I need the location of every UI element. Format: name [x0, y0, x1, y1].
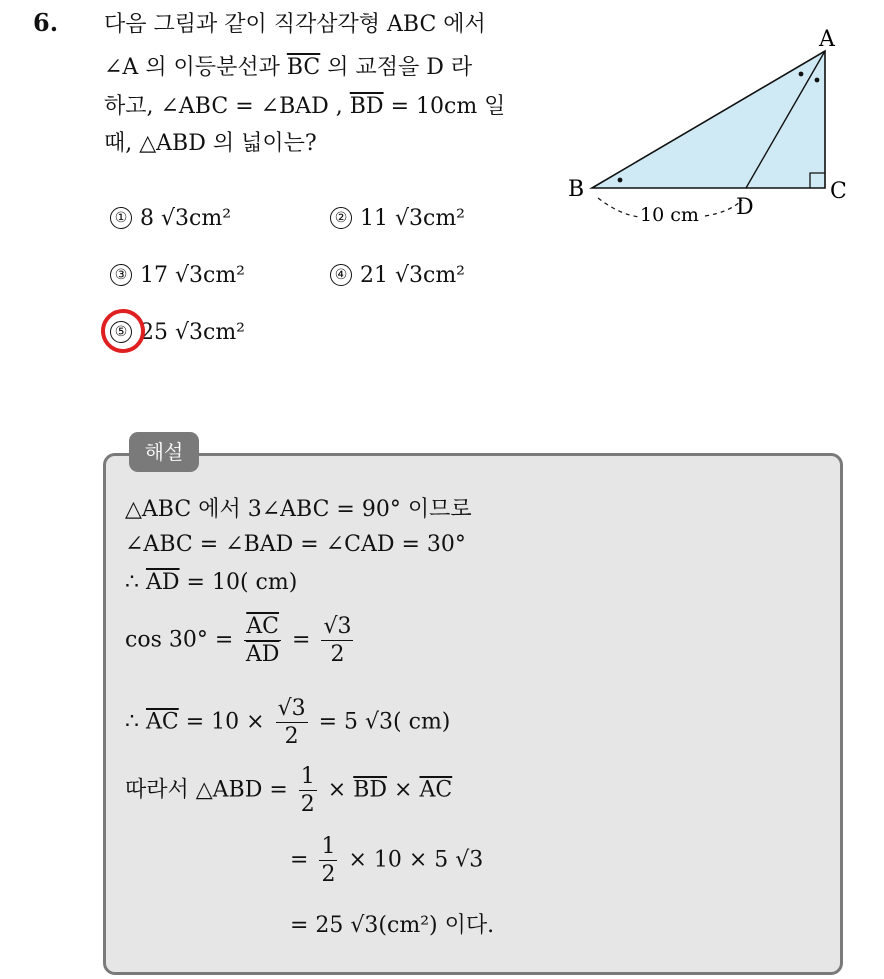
fraction-denominator: 2 [284, 724, 299, 749]
fraction-ac-ad [244, 614, 281, 667]
answer-circle-mark [98, 306, 148, 356]
label-a: A [819, 27, 835, 52]
solution-text: = 5 √3( cm) [318, 709, 451, 735]
fraction-one-half [319, 834, 337, 887]
question-line-3 [104, 96, 505, 118]
segment-ac: $\overline{AC}$ [419, 777, 453, 803]
triangle-figure [560, 20, 860, 230]
solution-tag: 해설 [129, 432, 199, 472]
equals-sign: = [292, 627, 311, 653]
segment-ad: $\overline{AD}$ [146, 570, 180, 595]
segment-bd: $\overline{BD}$ [353, 777, 388, 803]
choice-number: ④ [330, 264, 352, 286]
solution-text: = 10( cm) [186, 570, 298, 595]
label-d: D [736, 195, 754, 220]
question-line-1: 다음 그림과 같이 직각삼각형 ABC 에서 [104, 12, 486, 37]
label-c: C [830, 179, 847, 204]
choice-number: ① [110, 207, 132, 229]
choice-3[interactable] [110, 263, 245, 288]
choice-4[interactable] [330, 263, 465, 288]
times-sign: × [327, 777, 347, 803]
fraction-one-half [299, 764, 317, 817]
angle-dot-a1 [799, 72, 804, 77]
therefore-symbol: ∴ [125, 709, 139, 735]
question-text: ∠A 의 이등분선과 [104, 55, 280, 80]
equals-sign: = [290, 847, 309, 873]
triangle-abc [592, 51, 825, 188]
choice-value: 8 √3cm² [140, 206, 232, 231]
choice-value: 25 √3cm² [140, 320, 246, 345]
solution-text: × 10 × 5 √3 [348, 847, 484, 873]
fraction-denominator: 2 [300, 792, 315, 817]
choice-number: ⑤ [110, 321, 132, 343]
solution-line-7 [290, 834, 483, 887]
segment-bd: $\overline{BD}$ [349, 94, 384, 119]
solution-text: 따라서 △ABD = [125, 777, 288, 803]
solution-line-8: = 25 √3(cm²) 이다. [290, 913, 495, 938]
solution-line-3 [125, 570, 297, 595]
fraction-denominator: 2 [321, 862, 336, 887]
choice-1[interactable] [110, 206, 231, 231]
solution-line-6 [125, 764, 452, 817]
times-sign: × [394, 777, 413, 803]
choice-value: 11 √3cm² [360, 206, 466, 231]
fraction-numerator: √3 [323, 614, 352, 639]
question-line-4: 때, △ABD 의 넓이는? [104, 131, 317, 156]
segment-bc: $\overline{BC}$ [286, 55, 321, 80]
solution-line-4 [125, 614, 357, 667]
choice-number: ② [330, 207, 352, 229]
segment-ac: $\overline{AC}$ [146, 709, 179, 735]
choice-value: 21 √3cm² [360, 263, 466, 288]
solution-line-2: ∠ABC = ∠BAD = ∠CAD = 30° [125, 532, 466, 557]
choice-number: ③ [110, 264, 132, 286]
question-text: 의 교점을 D 라 [327, 55, 473, 80]
therefore-symbol: ∴ [125, 570, 139, 595]
fraction-numerator: 1 [321, 834, 336, 859]
fraction-numerator: $\overline{AC}$ [246, 614, 280, 639]
question-number: 6. [33, 8, 59, 37]
fraction-denominator: 2 [330, 642, 345, 667]
solution-text: cos 30° = [125, 627, 234, 653]
question-text: 하고, ∠ABC = ∠BAD , [104, 94, 343, 119]
choice-2[interactable] [330, 206, 465, 231]
length-label: 10 cm [640, 204, 699, 226]
angle-dot-b [618, 178, 623, 183]
question-text: = 10cm 일 [390, 94, 506, 119]
choice-value: 17 √3cm² [140, 263, 246, 288]
question-line-2 [104, 57, 472, 79]
fraction-denominator: AD [245, 642, 280, 667]
fraction-sqrt3-2 [321, 614, 353, 667]
fraction-numerator: √3 [277, 696, 306, 721]
solution-line-1: △ABC 에서 3∠ABC = 90° 이므로 [125, 497, 472, 522]
dimension-arc-left [598, 198, 640, 217]
solution-line-5 [125, 696, 450, 749]
fraction-numerator: 1 [300, 764, 315, 789]
fraction-sqrt3-2 [276, 696, 308, 749]
label-b: B [568, 177, 585, 202]
solution-text: = 10 × [185, 709, 265, 735]
angle-dot-a2 [815, 78, 820, 83]
